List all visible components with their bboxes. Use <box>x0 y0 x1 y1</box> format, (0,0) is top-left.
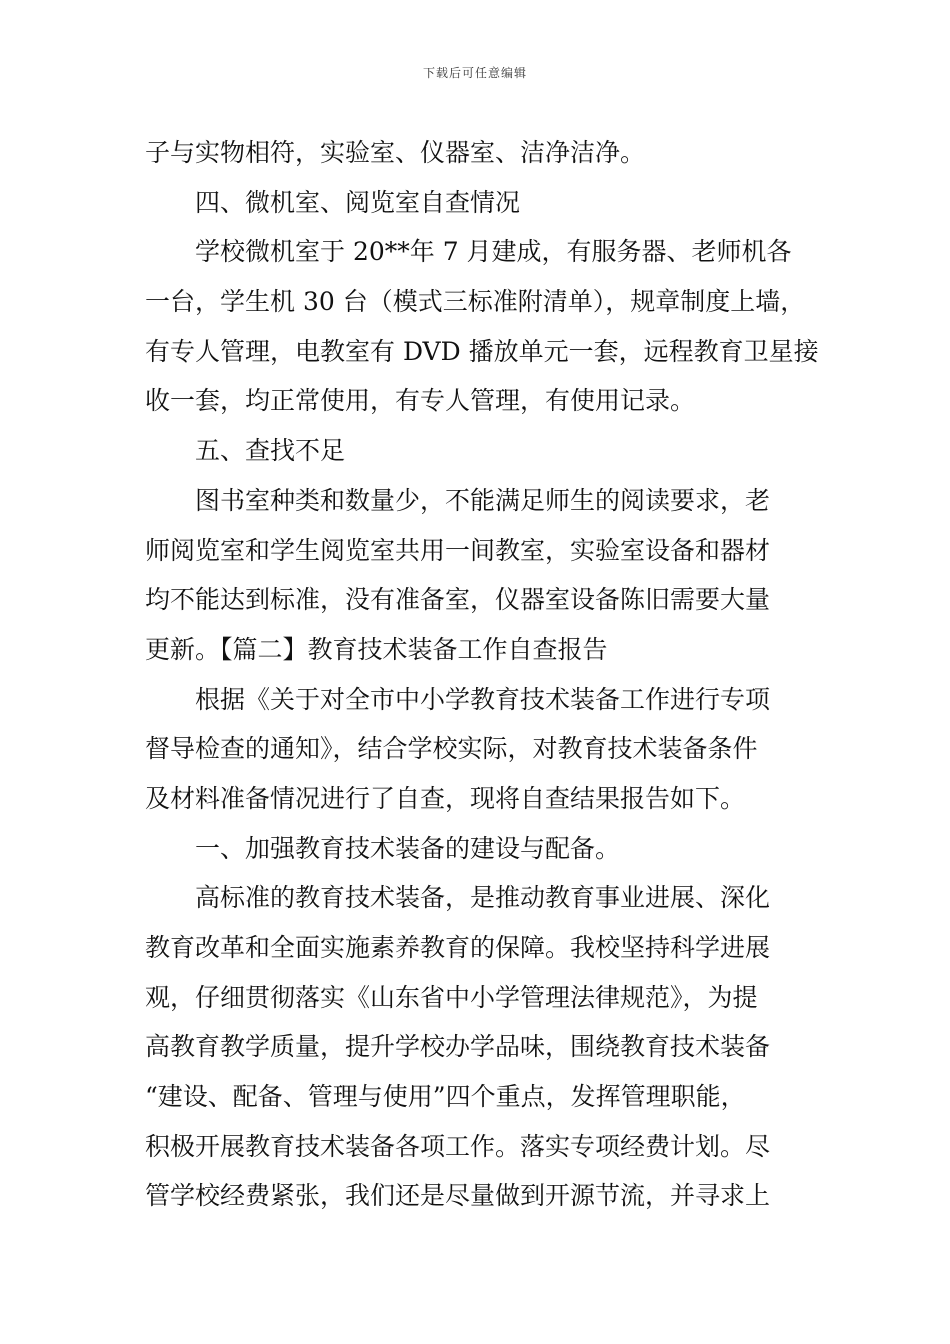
text-line: 督导检查的通知》，结合学校实际，对教育技术装备条件 <box>145 734 758 764</box>
text-line: 更新。【篇二】教育技术装备工作自查报告 <box>145 634 608 664</box>
document-body <box>145 128 825 1221</box>
text-line: 根据《关于对全市中小学教育技术装备工作进行专项 <box>195 684 771 714</box>
text-line: 子与实物相符，实验室、仪器室、洁净洁净。 <box>145 138 646 167</box>
text-line: 图书室种类和数量少，不能满足师生的阅读要求，老 <box>195 485 771 515</box>
text-line: 管学校经费紧张，我们还是尽量做到开源节流，并寻求上 <box>145 1181 771 1211</box>
section-heading: 四、微机室、阅览室自查情况 <box>195 187 521 217</box>
section-heading: 五、查找不足 <box>195 436 346 466</box>
text-line: 师阅览室和学生阅览室共用一间教室，实验室设备和器材 <box>145 535 771 565</box>
page-header-note: 下载后可任意编辑 <box>422 66 527 80</box>
text-line: “建设、配备、管理与使用”四个重点，发挥管理职能， <box>145 1082 746 1112</box>
text-line: 一台，学生机 30 台（模式三标准附清单），规章制度上墙， <box>145 287 806 317</box>
text-line: 教育改革和全面实施素养教育的保障。我校坚持科学进展 <box>145 933 771 962</box>
text-line: 学校微机室于 20**年 7 月建成，有服务器、老师机各 <box>195 237 792 267</box>
text-line: 有专人管理，电教室有 DVD 播放单元一套，远程教育卫星接 <box>145 336 819 366</box>
text-line: 高标准的教育技术装备，是推动教育事业进展、深化 <box>195 883 771 913</box>
section-heading: 一、加强教育技术装备的建设与配备。 <box>195 833 621 863</box>
text-line: 高教育教学质量，提升学校办学品味，围绕教育技术装备 <box>145 1032 771 1062</box>
text-line: 及材料准备情况进行了自查，现将自查结果报告如下。 <box>145 783 746 813</box>
text-line: 均不能达到标准，没有准备室，仪器室设备陈旧需要大量 <box>145 585 771 615</box>
text-line: 积极开展教育技术装备各项工作。落实专项经费计划。尽 <box>145 1131 771 1161</box>
text-line: 观，仔细贯彻落实《山东省中小学管理法律规范》，为提 <box>145 982 758 1012</box>
text-line: 收一套，均正常使用，有专人管理，有使用记录。 <box>145 386 696 416</box>
